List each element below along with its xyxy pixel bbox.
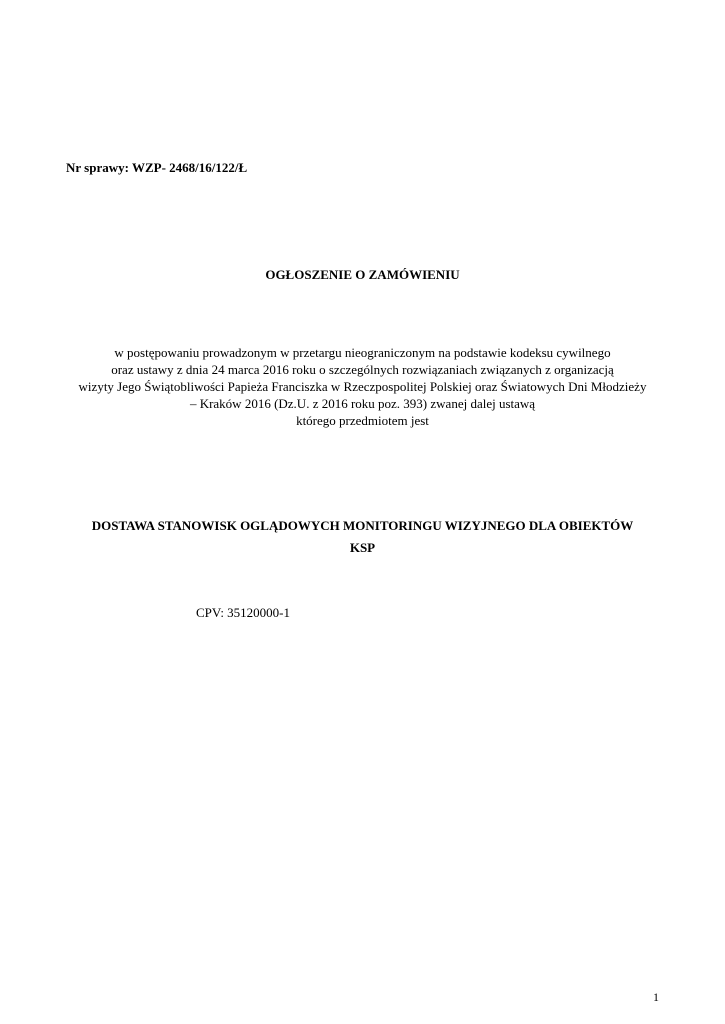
subject-line: DOSTAWA STANOWISK OGLĄDOWYCH MONITORINGU WIZYJNEGO DLA OBIEKTÓW [91,518,634,533]
intro-line: oraz ustawy z dnia 24 marca 2016 roku o szczególnych rozwiązaniach związanych z organizacją [111,362,614,377]
procurement-subject [40,515,685,559]
subject-line: KSP [349,540,376,555]
cpv-code: CPV: 35120000-1 [196,605,291,620]
intro-line: – Kraków 2016 (Dz.U. z 2016 roku poz. 393) zwanej dalej ustawą [189,396,536,411]
intro-paragraph [40,344,685,429]
intro-line: którego przedmiotem jest [296,413,429,428]
intro-line: wizyty Jego Świątobliwości Papieża Franciszka w Rzeczpospolitej Polskiej oraz Światowych Dni Młodzieży [78,379,647,394]
case-number: Nr sprawy: WZP- 2468/16/122/Ł [66,160,248,175]
document-title: OGŁOSZENIE O ZAMÓWIENIU [265,267,460,282]
page-number: 1 [653,990,659,1004]
intro-line: w postępowaniu prowadzonym w przetargu nieograniczonym na podstawie kodeksu cywilnego [114,345,611,360]
